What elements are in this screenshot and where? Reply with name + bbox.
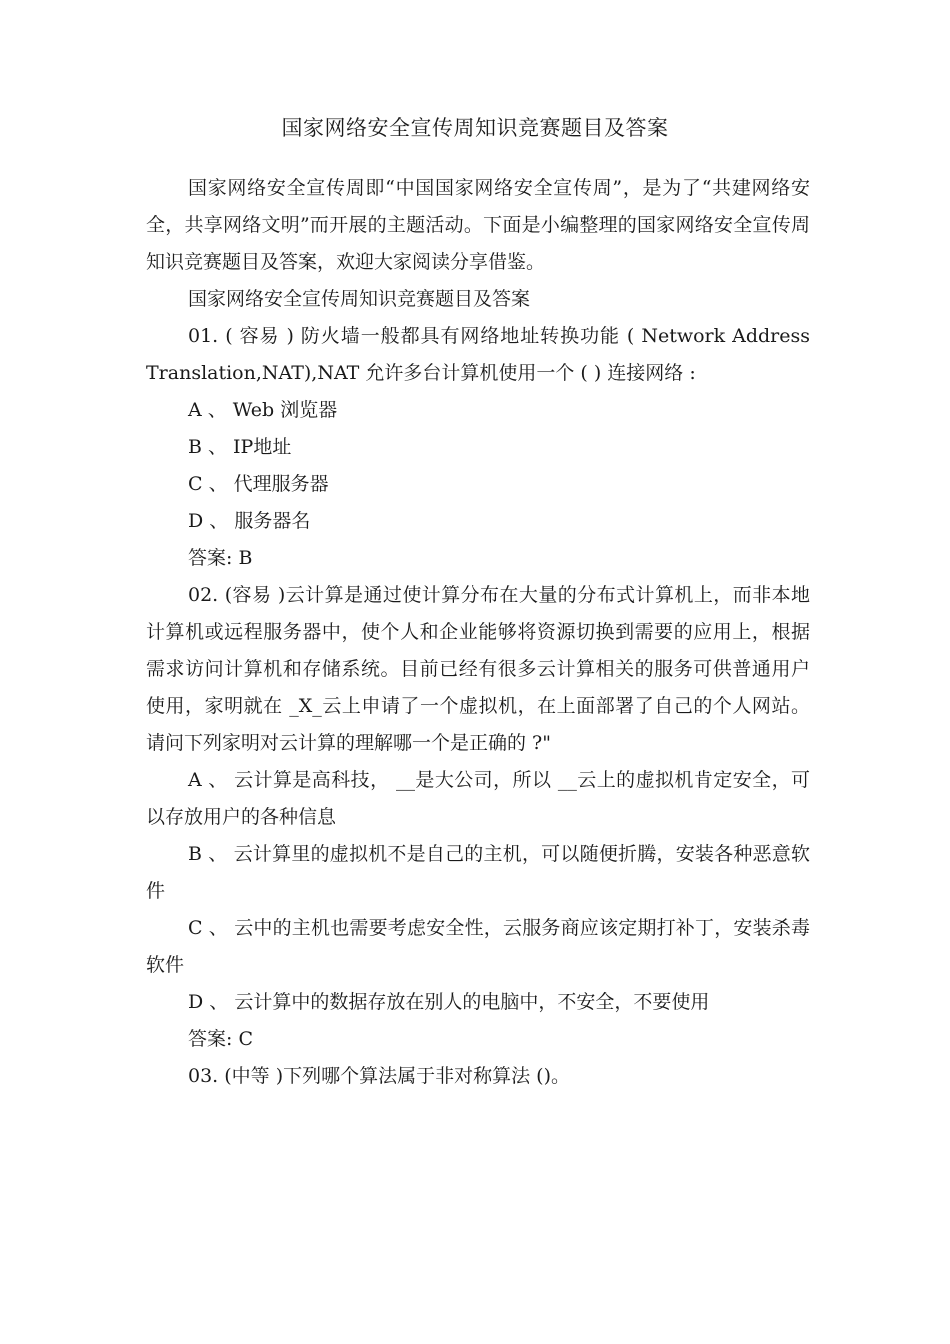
question-2-option-d: D 、 云计算中的数据存放在别人的电脑中，不安全，不要使用 (188, 991, 710, 1013)
document-title: 国家网络安全宣传周知识竞赛题目及答案 (281, 116, 669, 140)
question-3-stem: 03. (中等 )下列哪个算法属于非对称算法 ()。 (188, 1065, 570, 1087)
question-2-answer: 答案: C (188, 1028, 253, 1050)
question-2-option-c: C 、 云中的主机也需要考虑安全性，云服务商应该定期打补丁，安装杀毒软件 (146, 917, 810, 976)
question-1-option-a: A 、 Web 浏览器 (188, 399, 338, 421)
document-body (146, 170, 810, 1095)
subheading: 国家网络安全宣传周知识竞赛题目及答案 (188, 288, 531, 310)
question-2-option-a: A 、 云计算是高科技， __是大公司，所以 __云上的虚拟机肯定安全，可以存放用户的各种信息 (146, 769, 810, 828)
question-1-answer: 答案: B (188, 547, 253, 569)
question-2-stem: 02. (容易 )云计算是通过使计算分布在大量的分布式计算机上，而非本地计算机或远程服务器中，使个人和企业能够将资源切换到需要的应用上，根据需求访问计算机和存储系统。目前已经有很多云计算相关的服务可供普通用户使用，家明就在 _X_云上申请了一个虚拟机，在上面部署了自己的个人网站。请问下列家明对云计算的理解哪一个是正确的 ?" (146, 584, 810, 754)
question-1-option-b: B 、 IP地址 (188, 436, 292, 458)
question-1-option-d: D 、 服务器名 (188, 510, 311, 532)
question-1-option-c: C 、 代理服务器 (188, 473, 329, 495)
question-2-option-b: B 、 云计算里的虚拟机不是自己的主机，可以随便折腾，安装各种恶意软件 (146, 843, 810, 902)
question-1-stem: 01. ( 容易 ) 防火墙一般都具有网络地址转换功能 ( Network Address Translation,NAT),NAT 允许多台计算机使用一个 ( ) 连接网络 : (146, 325, 810, 384)
intro-paragraph: 国家网络安全宣传周即“中国国家网络安全宣传周”，是为了“共建网络安全，共享网络文明”而开展的主题活动。下面是小编整理的国家网络安全宣传周知识竞赛题目及答案，欢迎大家阅读分享借鉴。 (146, 177, 810, 273)
